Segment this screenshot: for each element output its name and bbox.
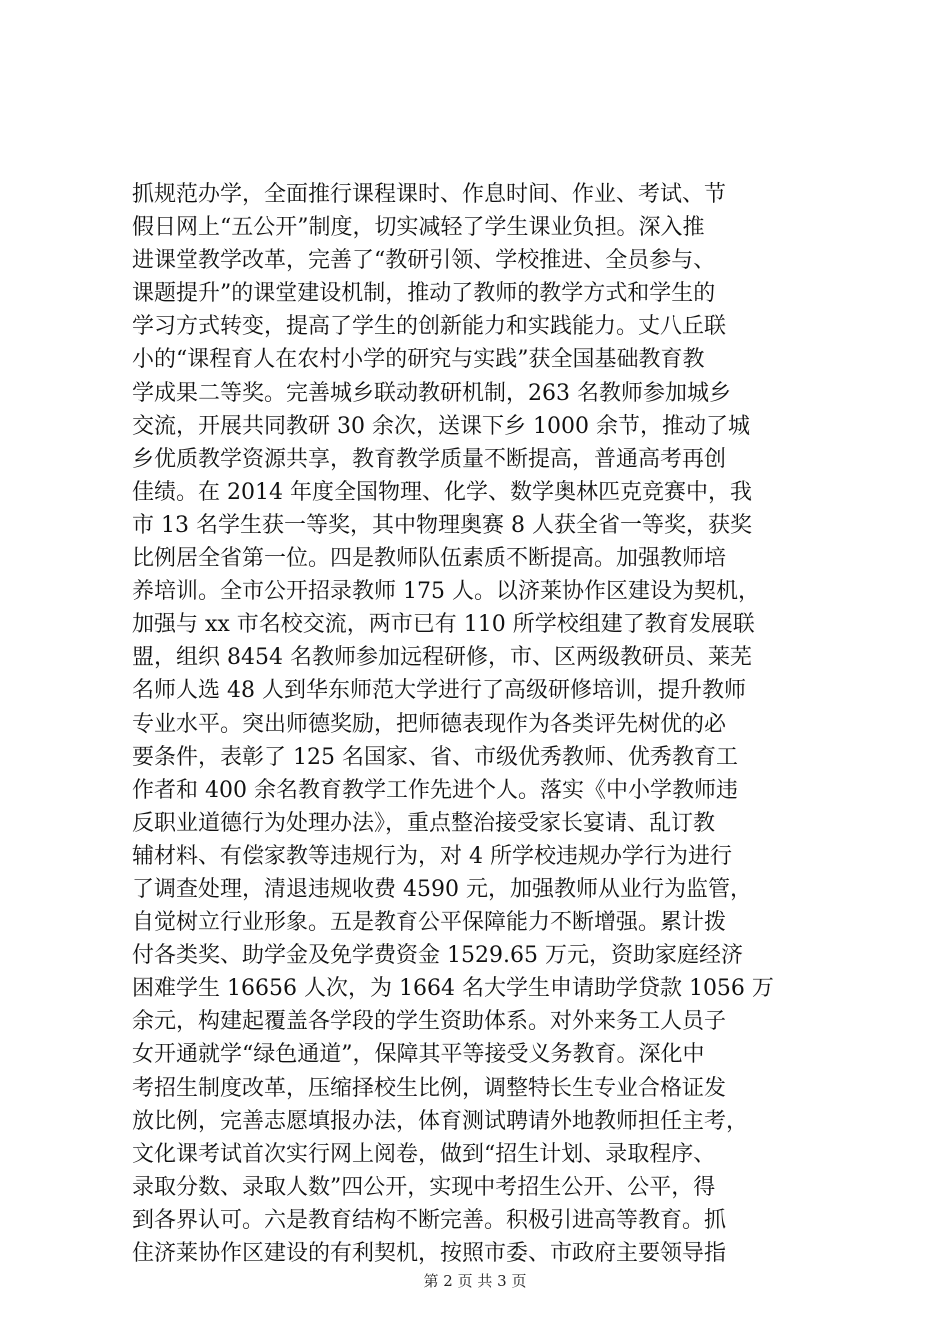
text-line: 专业水平。突出师德奖励，把师德表现作为各类评先树优的必	[132, 711, 727, 737]
text-line: 辅材料、有偿家教等违规行为，对 4 所学校违规办学行为进行	[132, 843, 732, 869]
text-line: 抓规范办学，全面推行课程课时、作息时间、作业、考试、节	[132, 182, 727, 207]
text-line: 余元，构建起覆盖各学段的学生资助体系。对外来务工人员子	[132, 1009, 727, 1035]
text-line: 假日网上“五公开”制度，切实减轻了学生课业负担。深入推	[132, 215, 705, 241]
text-line: 学习方式转变，提高了学生的创新能力和实践能力。丈八丘联	[132, 314, 727, 340]
text-line: 课题提升”的课堂建设机制，推动了教师的教学方式和学生的	[132, 281, 716, 307]
text-line: 市 13 名学生获一等奖，其中物理奥赛 8 人获全省一等奖，获奖	[132, 512, 752, 538]
text-line: 佳绩。在 2014 年度全国物理、化学、数学奥林匹克竞赛中，我	[132, 479, 752, 505]
text-line: 进课堂教学改革，完善了“教研引领、学校推进、全员参与、	[132, 248, 716, 274]
text-line: 养培训。全市公开招录教师 175 人。以济莱协作区建设为契机，	[132, 579, 760, 605]
text-line: 乡优质教学资源共享，教育教学质量不断提高，普通高考再创	[132, 446, 727, 472]
text-line: 困难学生 16656 人次，为 1664 名大学生申请助学贷款 1056 万	[132, 976, 774, 1002]
text-line: 录取分数、录取人数”四公开，实现中考招生公开、公平，得	[132, 1174, 716, 1200]
text-line: 住济莱协作区建设的有利契机，按照市委、市政府主要领导指	[132, 1241, 727, 1266]
text-line: 文化课考试首次实行网上阅卷，做到“招生计划、录取程序、	[132, 1141, 716, 1167]
text-line: 考招生制度改革，压缩择校生比例，调整特长生专业合格证发	[132, 1075, 727, 1101]
text-line: 了调查处理，清退违规收费 4590 元，加强教师从业行为监管，	[132, 876, 752, 902]
page-number-footer: 第 2 页 共 3 页	[423, 1272, 527, 1290]
text-line: 到各界认可。六是教育结构不断完善。积极引进高等教育。抓	[132, 1207, 727, 1233]
text-line: 加强与 xx 市名校交流，两市已有 110 所学校组建了教育发展联	[132, 612, 755, 638]
text-line: 自觉树立行业形象。五是教育公平保障能力不断增强。累计拨	[132, 910, 727, 936]
text-line: 小的“课程育人在农村小学的研究与实践”获全国基础教育教	[132, 347, 705, 373]
text-line: 盟，组织 8454 名教师参加远程研修，市、区两级教研员、莱芜	[132, 645, 752, 671]
text-line: 名师人选 48 人到华东师范大学进行了高级研修培训，提升教师	[132, 678, 746, 704]
text-line: 要条件，表彰了 125 名国家、省、市级优秀教师、优秀教育工	[132, 744, 738, 770]
text-line: 反职业道德行为处理办法》，重点整治接受家长宴请、乱订教	[132, 810, 716, 836]
text-line: 放比例，完善志愿填报办法，体育测试聘请外地教师担任主考，	[132, 1108, 749, 1134]
body-text	[132, 178, 837, 1270]
text-line: 作者和 400 余名教育教学工作先进个人。落实《中小学教师违	[132, 777, 738, 803]
text-line: 比例居全省第一位。四是教师队伍素质不断提高。加强教师培	[132, 546, 727, 572]
text-line: 付各类奖、助学金及免学费资金 1529.65 万元，资助家庭经济	[132, 943, 743, 969]
text-line: 女开通就学“绿色通道”，保障其平等接受义务教育。深化中	[132, 1042, 705, 1068]
text-line: 学成果二等奖。完善城乡联动教研机制，263 名教师参加城乡	[132, 380, 731, 406]
text-line: 交流，开展共同教研 30 余次，送课下乡 1000 余节，推动了城	[132, 413, 750, 439]
